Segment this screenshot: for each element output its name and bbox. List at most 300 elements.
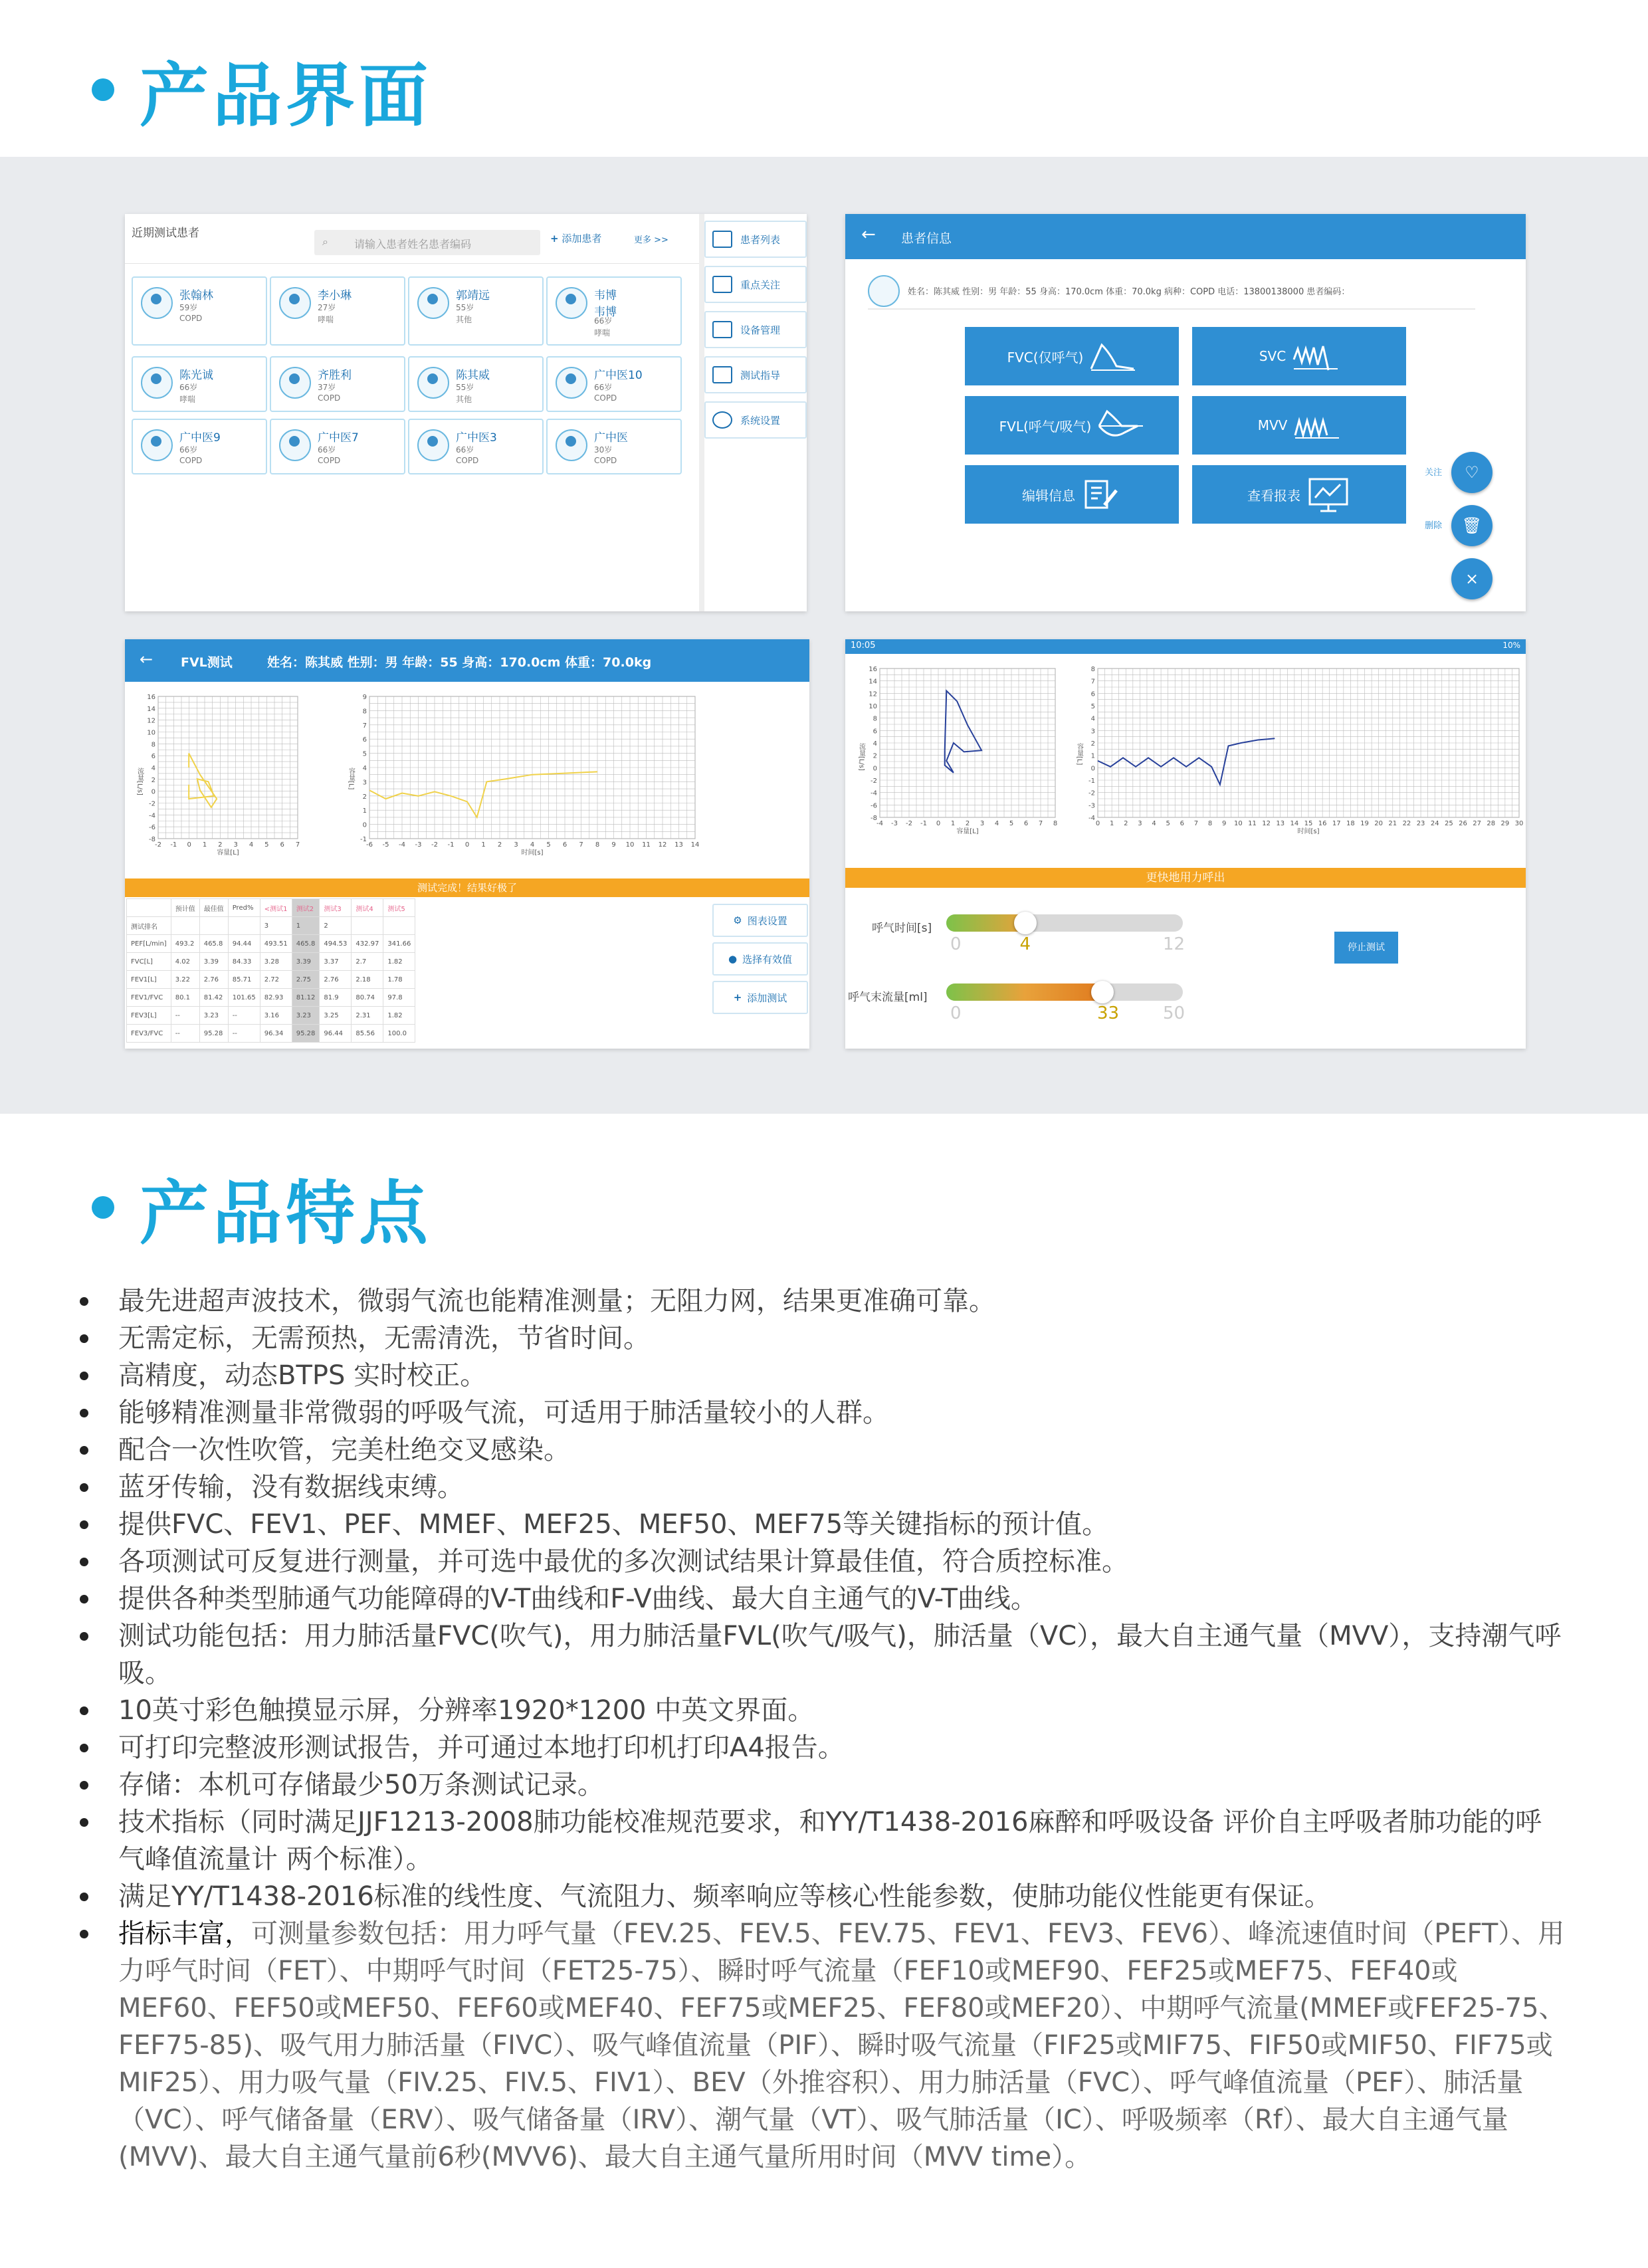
table-cell: 1.78 bbox=[383, 971, 415, 989]
y-tick-label: -4 bbox=[149, 812, 155, 820]
sidebar-item-guide[interactable]: 测试指导 bbox=[704, 356, 807, 393]
x-tick-label: 14 bbox=[1290, 820, 1299, 827]
y-tick-label: 8 bbox=[362, 708, 367, 716]
stop-test-button[interactable]: 停止测试 bbox=[1334, 932, 1398, 964]
end-flow-slider[interactable] bbox=[946, 983, 1183, 1001]
fvl-test-button[interactable]: FVL(呼气/吸气) bbox=[965, 396, 1179, 455]
table-cell: 测试3 bbox=[320, 899, 352, 917]
x-tick-label: -2 bbox=[431, 841, 438, 849]
avatar-icon bbox=[279, 429, 311, 461]
y-axis-label: 容量[L] bbox=[347, 768, 355, 790]
back-arrow-icon[interactable]: ← bbox=[861, 225, 876, 245]
y-tick-label: 0 bbox=[1090, 765, 1095, 773]
x-tick-label: 26 bbox=[1459, 820, 1467, 827]
table-cell: 465.8 bbox=[292, 935, 320, 953]
x-tick-label: 1 bbox=[202, 841, 207, 849]
table-cell: 465.8 bbox=[199, 935, 228, 953]
x-tick-label: 2 bbox=[497, 841, 502, 849]
y-tick-label: 1 bbox=[362, 807, 367, 815]
table-cell bbox=[352, 917, 383, 935]
table-cell: 3.28 bbox=[260, 953, 292, 971]
feature-item-parameters: 指标丰富，可测量参数包括：用力呼气量（FEV.25、FEV.5、FEV.75、FEV1、FEV3、FEV6）、峰流速值时间（PEFT）、用力呼气时间（FET）、中期呼气时间（FET25-75）、瞬时呼气流量（FEF10或MEF90、FEF25或MEF75、FEF40或MEF60、FEF50或MEF50、FEF60或MEF40、FEF75或MEF25、FEF80或MEF20）、中期呼气流量(MMEF或FEF25-75、FEF75-85)、吸气用力肺活量（FIVC）、吸气峰值流量（PIF）、瞬时吸气流量（FIF25或MIF75、FIF50或MIF50、FIF75或MIF25）、用力吸气量（FIV.25、FIV.5、FIV1）、BEV（外推容积）、用力肺活量（FVC）、呼气峰值流量（PEF）、肺活量（VC）、呼气储备量（ERV）、吸气储备量（IRV）、潮气量（VT）、吸气肺活量（IC）、呼吸频率（Rf）、最大自主通气量(MVV)、最大自主通气量前6秒(MVV6)、最大自主通气量所用时间（MVV time）。 bbox=[80, 1915, 1568, 2176]
x-tick-label: 8 bbox=[1207, 820, 1213, 827]
table-row bbox=[127, 1025, 415, 1043]
table-cell: 81.9 bbox=[320, 989, 352, 1007]
x-tick-label: -2 bbox=[155, 841, 161, 849]
table-cell: 测试4 bbox=[352, 899, 383, 917]
table-cell: 3.22 bbox=[171, 971, 199, 989]
y-tick-label: 2 bbox=[362, 793, 367, 801]
x-tick-label: 1 bbox=[950, 820, 956, 827]
feature-item: 高精度，动态BTPS 实时校正。 bbox=[80, 1357, 1568, 1394]
y-tick-label: 0 bbox=[362, 821, 367, 829]
x-tick-label: 14 bbox=[690, 841, 700, 849]
table-cell: Pred% bbox=[228, 899, 260, 917]
table-row bbox=[127, 935, 415, 953]
x-tick-label: 4 bbox=[249, 841, 254, 849]
y-tick-label: 10 bbox=[147, 729, 155, 737]
fvc-test-button[interactable]: FVC(仅呼气) bbox=[965, 327, 1179, 385]
avatar-icon bbox=[141, 287, 173, 319]
search-input[interactable]: ⌕ 请输入患者姓名患者编码 bbox=[314, 230, 540, 255]
feature-item: 存储：本机可存储最少50万条测试记录。 bbox=[80, 1766, 1568, 1804]
y-tick-label: -4 bbox=[871, 789, 877, 797]
x-tick-label: 6 bbox=[1180, 820, 1184, 827]
y-tick-label: 2 bbox=[1090, 740, 1095, 748]
table-cell: 3.23 bbox=[199, 1007, 228, 1025]
table-cell: FEV3[L] bbox=[127, 1007, 171, 1025]
more-link[interactable]: 更多 >> bbox=[634, 235, 669, 245]
mvv-test-button[interactable]: MVV bbox=[1192, 396, 1406, 455]
sidebar-divider bbox=[699, 214, 704, 611]
slider-label: 呼气时间[s] bbox=[872, 922, 932, 935]
y-tick-label: 8 bbox=[873, 715, 877, 723]
y-tick-label: -6 bbox=[871, 802, 877, 810]
slider-label: 呼气末流量[ml] bbox=[848, 991, 928, 1004]
table-header bbox=[127, 899, 415, 917]
patient-card[interactable]: 韦博 韦博 66岁 哮喘 bbox=[546, 276, 682, 346]
x-axis-label: 时间[s] bbox=[1297, 828, 1320, 835]
x-tick-label: 30 bbox=[1514, 820, 1524, 827]
table-cell: 96.34 bbox=[260, 1025, 292, 1043]
avatar-icon bbox=[417, 367, 449, 399]
y-tick-label: -3 bbox=[1088, 802, 1095, 810]
svc-test-button[interactable]: SVC bbox=[1192, 327, 1406, 385]
table-row bbox=[127, 1007, 415, 1025]
page-title: 患者信息 bbox=[901, 231, 952, 246]
patient-card[interactable]: 广中医3 66岁 COPD bbox=[408, 419, 544, 474]
back-arrow-icon[interactable]: ← bbox=[140, 650, 154, 669]
side-menu bbox=[704, 221, 807, 611]
y-tick-label: 12 bbox=[147, 717, 155, 725]
table-cell: 1.82 bbox=[383, 1007, 415, 1025]
x-tick-label: 1 bbox=[481, 841, 486, 849]
table-cell: 85.56 bbox=[352, 1025, 383, 1043]
select-valid-button[interactable]: ● 选择有效值 bbox=[712, 942, 808, 976]
table-row bbox=[127, 917, 415, 935]
table-cell: 3.37 bbox=[320, 953, 352, 971]
table-cell: 1 bbox=[292, 917, 320, 935]
y-tick-label: -4 bbox=[1088, 815, 1095, 822]
x-tick-label: 20 bbox=[1374, 820, 1384, 827]
x-tick-label: -4 bbox=[876, 820, 883, 827]
avatar-icon bbox=[141, 429, 173, 461]
x-tick-label: 7 bbox=[295, 841, 300, 849]
delete-button[interactable] bbox=[1451, 505, 1493, 546]
table-cell: 2.76 bbox=[320, 971, 352, 989]
table-cell: 测试5 bbox=[383, 899, 415, 917]
table-cell: 3 bbox=[260, 917, 292, 935]
trash-icon: 🗑 bbox=[1461, 516, 1483, 535]
patient-card[interactable]: 广中医7 66岁 COPD bbox=[270, 419, 405, 474]
table-cell: 493.51 bbox=[260, 935, 292, 953]
y-tick-label: 6 bbox=[1090, 690, 1095, 698]
patient-summary: 姓名：陈其威 性别：男 年龄：55 身高：170.0cm 体重：70.0kg bbox=[267, 655, 652, 670]
y-tick-label: 4 bbox=[873, 740, 877, 748]
follow-label: 关注 bbox=[1425, 468, 1443, 478]
table-cell: 97.8 bbox=[383, 989, 415, 1007]
table-cell: 最佳值 bbox=[199, 899, 228, 917]
patient-card[interactable]: 郭靖远 55岁 其他 bbox=[408, 276, 544, 346]
y-tick-label: 5 bbox=[362, 750, 367, 758]
title-bullet-icon bbox=[92, 1196, 114, 1219]
x-axis-label: 容量[L] bbox=[956, 828, 979, 835]
x-tick-label: 7 bbox=[1193, 820, 1199, 827]
x-tick-label: 24 bbox=[1430, 820, 1439, 827]
table-cell: <测试1 bbox=[260, 899, 292, 917]
x-tick-label: 13 bbox=[674, 841, 683, 849]
x-tick-label: 5 bbox=[264, 841, 269, 849]
table-cell: 82.93 bbox=[260, 989, 292, 1007]
table-cell: FEV1/FVC bbox=[127, 989, 171, 1007]
close-button[interactable] bbox=[1451, 558, 1493, 599]
volume-time-chart bbox=[344, 690, 716, 856]
y-tick-label: -2 bbox=[1088, 789, 1095, 797]
x-tick-label: 25 bbox=[1444, 820, 1453, 827]
x-tick-label: 5 bbox=[1009, 820, 1014, 827]
table-cell: 2 bbox=[320, 917, 352, 935]
list-icon bbox=[712, 231, 732, 248]
x-tick-label: 2 bbox=[965, 820, 970, 827]
x-tick-label: 8 bbox=[595, 841, 600, 849]
feature-item: 无需定标，无需预热，无需清洗，节省时间。 bbox=[80, 1320, 1568, 1357]
section-title-features: 产品特点 bbox=[92, 1158, 432, 1257]
x-tick-label: 22 bbox=[1402, 820, 1411, 827]
table-cell: 测试排名 bbox=[127, 917, 171, 935]
slider-value: 4 bbox=[1019, 934, 1031, 954]
table-cell: 预计值 bbox=[171, 899, 199, 917]
edit-info-button[interactable]: 编辑信息 bbox=[965, 465, 1179, 524]
table-cell: 100.0 bbox=[383, 1025, 415, 1043]
mvv-curve-icon bbox=[1294, 409, 1340, 442]
table-row bbox=[127, 971, 415, 989]
gear-icon bbox=[712, 411, 732, 429]
mvv-test-screen: 10:05 10% 16 14 12 10 8 6 4 2 0 -2 -4 -6 -8 -4 -3 -2 -1 0 1 2 3 4 5 6 7 8 流量[L/s] 容量[L] 8 7 6 5 4 3 2 1 0 -1 -2 -3 -4 0 1 2 3 4 5 6 7 8 9 10 11 12 13 14 15 16 17 18 19 20 21 22 23 24 25 26 27 28 29 30 容量[L] 时间[s] 更快地用力呼出 呼气时间[s] 0 4 12 呼气末流量[ml] 0 33 50 停止测试 bbox=[845, 639, 1526, 1049]
y-tick-label: 14 bbox=[147, 705, 155, 713]
slider-thumb[interactable] bbox=[1014, 912, 1037, 934]
table-cell: 341.66 bbox=[383, 935, 415, 953]
table-cell: 测试2 bbox=[292, 899, 320, 917]
table-cell bbox=[171, 917, 199, 935]
table-cell: -- bbox=[228, 1007, 260, 1025]
patient-card[interactable]: 广中医 30岁 COPD bbox=[546, 419, 682, 474]
y-tick-label: 4 bbox=[151, 765, 155, 772]
view-report-button[interactable]: 查看报表 bbox=[1192, 465, 1406, 524]
feature-item: 可打印完整波形测试报告，并可通过本地打印机打印A4报告。 bbox=[80, 1729, 1568, 1766]
y-tick-label: 10 bbox=[869, 703, 877, 710]
x-tick-label: 3 bbox=[233, 841, 238, 849]
sidebar-item-device[interactable]: 设备管理 bbox=[704, 311, 807, 348]
table-cell: 3.25 bbox=[320, 1007, 352, 1025]
x-tick-label: 28 bbox=[1487, 820, 1496, 827]
y-tick-label: 0 bbox=[873, 765, 877, 773]
table-cell: 2.18 bbox=[352, 971, 383, 989]
x-tick-label: -2 bbox=[906, 820, 912, 827]
table-row bbox=[127, 989, 415, 1007]
table-cell bbox=[383, 917, 415, 935]
patient-card[interactable]: 李小琳 27岁 哮喘 bbox=[270, 276, 405, 346]
x-tick-label: 7 bbox=[1038, 820, 1043, 827]
table-cell: 95.28 bbox=[199, 1025, 228, 1043]
feature-item: 各项测试可反复进行测量，并可选中最优的多次测试结果计算最佳值，符合质控标准。 bbox=[80, 1543, 1568, 1580]
add-test-button[interactable]: + 添加测试 bbox=[712, 981, 808, 1014]
title-bullet-icon bbox=[92, 78, 114, 101]
patient-card[interactable]: 张翰林 59岁 COPD bbox=[132, 276, 267, 346]
feature-list bbox=[80, 1283, 1568, 2176]
x-tick-label: 0 bbox=[187, 841, 191, 849]
device-icon bbox=[712, 321, 732, 338]
x-tick-label: 4 bbox=[994, 820, 999, 827]
y-tick-label: 6 bbox=[151, 753, 155, 761]
battery-indicator: 10% bbox=[1502, 641, 1520, 650]
plus-icon: + bbox=[733, 991, 742, 1003]
x-tick-label: 19 bbox=[1360, 820, 1369, 827]
x-tick-label: 11 bbox=[642, 841, 651, 849]
feature-item: 配合一次性吹管，完美杜绝交叉感染。 bbox=[80, 1431, 1568, 1469]
y-tick-label: 3 bbox=[1090, 728, 1095, 736]
y-axis-label: 容量[L] bbox=[1075, 743, 1083, 766]
x-tick-label: 0 bbox=[936, 820, 941, 827]
avatar-icon bbox=[279, 367, 311, 399]
y-tick-label: 6 bbox=[362, 736, 367, 744]
x-tick-label: 10 bbox=[1233, 820, 1243, 827]
sidebar-item-settings[interactable]: 系统设置 bbox=[704, 401, 807, 439]
y-tick-label: 16 bbox=[147, 694, 155, 701]
patient-list-screen bbox=[125, 214, 807, 611]
x-tick-label: 5 bbox=[546, 841, 551, 849]
y-tick-label: 2 bbox=[151, 776, 155, 784]
avatar-icon bbox=[868, 275, 900, 307]
feature-item: 技术指标（同时满足JJF1213-2008肺功能校准规范要求，和YY/T1438-2016麻醉和呼吸设备 评价自主呼吸者肺功能的呼气峰值流量计 两个标准）。 bbox=[80, 1804, 1568, 1878]
heart-plus-icon: ♡ bbox=[1465, 463, 1479, 482]
x-tick-label: 23 bbox=[1416, 820, 1425, 827]
table-cell: 85.71 bbox=[228, 971, 260, 989]
y-tick-label: 12 bbox=[869, 690, 877, 698]
table-cell: 2.31 bbox=[352, 1007, 383, 1025]
x-tick-label: 12 bbox=[658, 841, 667, 849]
patient-card[interactable]: 齐胜利 37岁 COPD bbox=[270, 356, 405, 412]
table-cell: 95.28 bbox=[292, 1025, 320, 1043]
table-cell: 81.42 bbox=[199, 989, 228, 1007]
x-tick-label: 17 bbox=[1332, 820, 1341, 827]
y-tick-label: 5 bbox=[1090, 703, 1095, 710]
app-bar bbox=[125, 639, 809, 682]
report-icon bbox=[1307, 475, 1351, 514]
page-title: FVL测试 bbox=[181, 655, 233, 670]
x-tick-label: 3 bbox=[1138, 820, 1142, 827]
status-banner: 测试完成！结果好极了 bbox=[125, 878, 809, 897]
y-tick-label: 2 bbox=[873, 752, 877, 760]
table-cell: 96.44 bbox=[320, 1025, 352, 1043]
x-tick-label: 13 bbox=[1276, 820, 1285, 827]
flow-volume-chart bbox=[125, 690, 324, 856]
x-tick-label: 9 bbox=[611, 841, 616, 849]
x-tick-label: 1 bbox=[1109, 820, 1114, 827]
sidebar-item-focus[interactable]: 重点关注 bbox=[704, 266, 807, 303]
avatar-icon bbox=[279, 287, 311, 319]
x-tick-label: 9 bbox=[1222, 820, 1227, 827]
x-tick-label: 16 bbox=[1318, 820, 1327, 827]
x-tick-label: -1 bbox=[920, 820, 927, 827]
table-cell: -- bbox=[171, 1025, 199, 1043]
x-tick-label: 0 bbox=[464, 841, 470, 849]
y-tick-label: -2 bbox=[871, 777, 877, 785]
table-cell bbox=[199, 917, 228, 935]
table-cell: 80.74 bbox=[352, 989, 383, 1007]
table-cell: 3.39 bbox=[199, 953, 228, 971]
results-table bbox=[126, 898, 415, 1043]
table-cell: 94.44 bbox=[228, 935, 260, 953]
x-tick-label: -3 bbox=[415, 841, 422, 849]
table-cell: 494.53 bbox=[320, 935, 352, 953]
y-axis-label: 流量[L/s] bbox=[136, 768, 144, 795]
table-cell: 4.02 bbox=[171, 953, 199, 971]
x-tick-label: -4 bbox=[399, 841, 405, 849]
x-tick-label: 6 bbox=[1023, 820, 1029, 827]
app-bar bbox=[845, 214, 1526, 259]
x-tick-label: 21 bbox=[1388, 820, 1397, 827]
slider-thumb[interactable] bbox=[1091, 981, 1114, 1003]
table-cell: PEF[L/min] bbox=[127, 935, 171, 953]
table-cell: 1.82 bbox=[383, 953, 415, 971]
avatar-icon bbox=[417, 287, 449, 319]
table-cell: 3.16 bbox=[260, 1007, 292, 1025]
y-tick-label: 0 bbox=[151, 788, 155, 796]
y-tick-label: 8 bbox=[1090, 666, 1095, 673]
x-tick-label: 2 bbox=[218, 841, 223, 849]
table-cell: 2.7 bbox=[352, 953, 383, 971]
feature-item: 能够精准测量非常微弱的呼吸气流，可适用于肺活量较小的人群。 bbox=[80, 1394, 1568, 1431]
fvl-curve-icon bbox=[1098, 409, 1144, 442]
feature-item: 最先进超声波技术，微弱气流也能精准测量；无阻力网，结果更准确可靠。 bbox=[80, 1283, 1568, 1320]
table-cell bbox=[127, 899, 171, 917]
feature-item: 10英寸彩色触摸显示屏，分辨率1920*1200 中英文界面。 bbox=[80, 1692, 1568, 1729]
flow-volume-chart bbox=[845, 662, 1084, 841]
patient-card[interactable]: 陈光诚 66岁 哮喘 bbox=[132, 356, 267, 412]
patient-card[interactable]: 广中医10 66岁 COPD bbox=[546, 356, 682, 412]
patient-card[interactable]: 陈其威 55岁 其他 bbox=[408, 356, 544, 412]
patient-card[interactable]: 广中医9 66岁 COPD bbox=[132, 419, 267, 474]
avatar-icon bbox=[556, 287, 587, 319]
feature-item: 满足YY/T1438-2016标准的线性度、气流阻力、频率响应等核心性能参数，使肺功能仪性能更有保证。 bbox=[80, 1878, 1568, 1915]
fvc-curve-icon bbox=[1090, 340, 1136, 373]
patient-info-screen bbox=[845, 214, 1526, 611]
table-cell: FEV1[L] bbox=[127, 971, 171, 989]
x-tick-label: -3 bbox=[891, 820, 898, 827]
divider bbox=[125, 263, 703, 264]
recent-title: 近期测试患者 bbox=[132, 227, 199, 240]
sidebar-item-patients[interactable]: 患者列表 bbox=[704, 221, 807, 258]
x-tick-label: 4 bbox=[530, 841, 535, 849]
x-tick-label: 3 bbox=[979, 820, 985, 827]
y-tick-label: 7 bbox=[1090, 678, 1095, 686]
x-tick-label: -6 bbox=[366, 841, 373, 849]
y-tick-label: 14 bbox=[869, 678, 877, 686]
x-axis-label: 容量[L] bbox=[217, 849, 239, 856]
close-icon: × bbox=[1465, 569, 1479, 588]
x-tick-label: -1 bbox=[447, 841, 455, 849]
table-cell: 432.97 bbox=[352, 935, 383, 953]
feature-item: 提供各种类型肺通气功能障碍的V-T曲线和F-V曲线、最大自主通气的V-T曲线。 bbox=[80, 1580, 1568, 1617]
settings-icon: ⚙ bbox=[733, 914, 742, 926]
x-axis-label: 时间[s] bbox=[521, 849, 544, 856]
status-bar: 10:05 10% bbox=[845, 639, 1526, 654]
x-tick-label: 27 bbox=[1473, 820, 1481, 827]
x-tick-label: 4 bbox=[1152, 820, 1156, 827]
y-tick-label: -8 bbox=[871, 815, 877, 822]
table-cell: FVC[L] bbox=[127, 953, 171, 971]
patient-info-row: 姓名：陈其威 性别：男 年龄：55 身高：170.0cm 体重：70.0kg 病种：COPD 电话：13800138000 患者编码： bbox=[868, 271, 1475, 310]
y-tick-label: 4 bbox=[362, 765, 367, 772]
plus-icon: + bbox=[550, 233, 559, 245]
x-tick-label: 18 bbox=[1346, 820, 1355, 827]
y-axis-label: 流量[L/s] bbox=[857, 743, 865, 771]
section-title-interface: 产品界面 bbox=[92, 40, 432, 140]
star-icon bbox=[712, 276, 732, 293]
table-cell bbox=[228, 917, 260, 935]
table-cell: -- bbox=[171, 1007, 199, 1025]
feature-item: 提供FVC、FEV1、PEF、MMEF、MEF25、MEF50、MEF75等关键指标的预计值。 bbox=[80, 1506, 1568, 1543]
y-tick-label: 6 bbox=[873, 728, 877, 736]
volume-time-chart bbox=[1065, 662, 1526, 841]
x-tick-label: 8 bbox=[1053, 820, 1058, 827]
prompt-banner: 更快地用力呼出 bbox=[845, 868, 1526, 888]
x-tick-label: 2 bbox=[1124, 820, 1128, 827]
y-tick-label: 9 bbox=[362, 694, 367, 701]
chart-settings-button[interactable]: ⚙ 图表设置 bbox=[712, 904, 808, 937]
table-cell: 80.1 bbox=[171, 989, 199, 1007]
follow-button[interactable] bbox=[1451, 452, 1493, 493]
x-tick-label: 3 bbox=[514, 841, 518, 849]
slider-value: 33 bbox=[1096, 1003, 1120, 1023]
edit-icon bbox=[1082, 476, 1122, 513]
avatar-icon bbox=[141, 367, 173, 399]
exhale-time-slider[interactable] bbox=[946, 914, 1183, 932]
search-icon: ⌕ bbox=[322, 235, 328, 248]
y-tick-label: -1 bbox=[360, 836, 367, 843]
table-cell: 81.12 bbox=[292, 989, 320, 1007]
x-tick-label: -5 bbox=[382, 841, 389, 849]
x-tick-label: 0 bbox=[1095, 820, 1100, 827]
x-tick-label: 29 bbox=[1500, 820, 1510, 827]
avatar-icon bbox=[556, 429, 587, 461]
x-tick-label: 6 bbox=[562, 841, 567, 849]
table-cell: 493.2 bbox=[171, 935, 199, 953]
add-patient-button[interactable]: + 添加患者 bbox=[550, 233, 602, 245]
x-tick-label: 10 bbox=[625, 841, 635, 849]
y-tick-label: 4 bbox=[1090, 715, 1095, 723]
check-icon: ● bbox=[728, 953, 738, 965]
